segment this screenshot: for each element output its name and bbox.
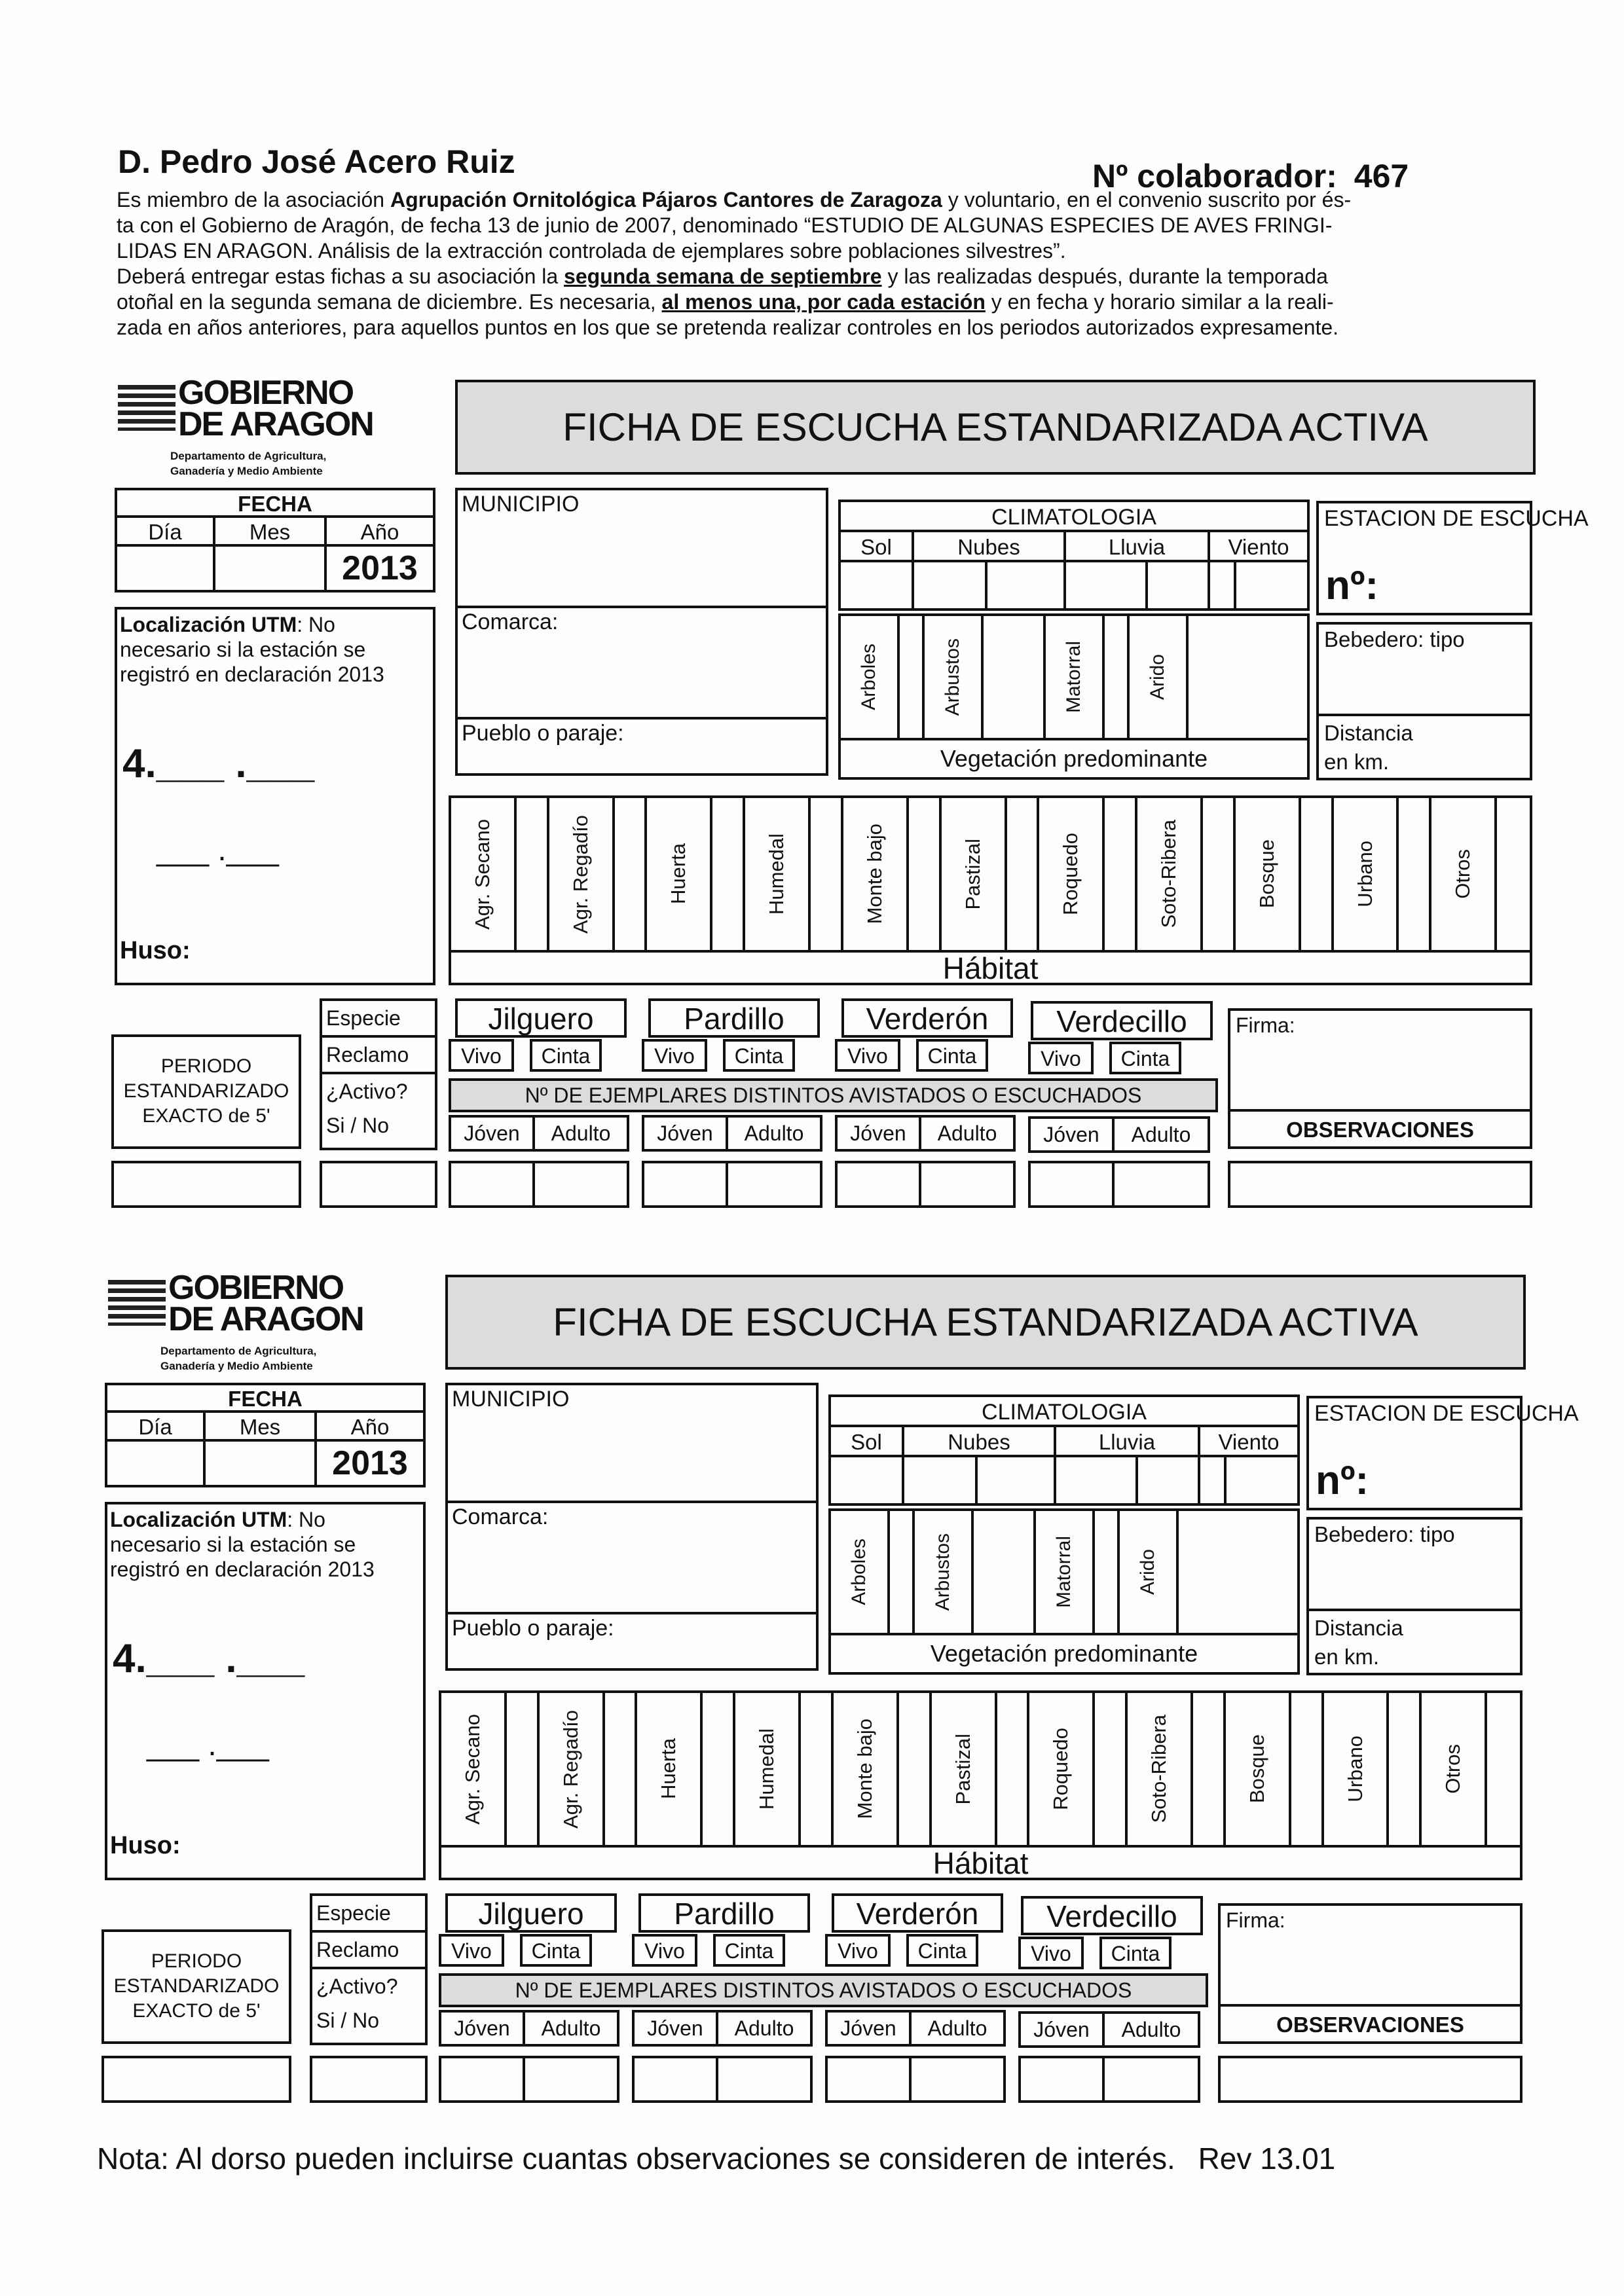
station-box — [1316, 501, 1589, 615]
pardillo-live-option[interactable]: Vivo — [632, 1934, 697, 1967]
day-field[interactable] — [107, 1442, 206, 1485]
verdecillo-live-option[interactable]: Vivo — [1028, 1042, 1094, 1074]
municipality-label: MUNICIPIO — [452, 1387, 570, 1412]
yes-no-label: Si / No — [316, 2009, 380, 2032]
verderon-adult-label: Adulto — [919, 1115, 1016, 1152]
climate-wind-label: Viento — [1210, 532, 1307, 562]
vegetation-scrub-label: Matorral — [1053, 1535, 1075, 1609]
lure-entry-field[interactable] — [310, 2056, 428, 2103]
utm-coordinate-x-field[interactable]: 4.___ .___ — [122, 741, 315, 786]
climate-rain-label: Lluvia — [1056, 1427, 1200, 1457]
verdecillo-adult-field[interactable] — [1102, 2056, 1200, 2103]
comarca-label: Comarca: — [462, 610, 559, 634]
specimen-count-banner: Nº DE EJEMPLARES DISTINTOS AVISTADOS O ESCUCHADOS — [439, 1973, 1208, 2007]
pardillo-young-field[interactable] — [632, 2056, 718, 2103]
vegetation-trees[interactable] — [831, 1511, 890, 1633]
drinker-type-field[interactable] — [1309, 1520, 1520, 1611]
verdecillo-young-label: Jóven — [1028, 1116, 1115, 1153]
species-verdecillo — [1028, 998, 1218, 1150]
vegetation-shrubs[interactable] — [915, 1511, 974, 1633]
vegetation-shrubs-check[interactable] — [984, 616, 1046, 738]
date-box — [115, 488, 435, 592]
signature-field[interactable] — [1228, 1008, 1532, 1149]
period-box — [111, 1034, 301, 1149]
habitat-label: Hábitat — [441, 1845, 1520, 1878]
jilguero-young-label: Jóven — [449, 1115, 535, 1152]
intro-text-4a: Deberá entregar estas fichas a su asociación la — [117, 264, 564, 288]
species-verderon — [825, 1893, 1008, 2045]
collaborator-name: D. Pedro José Acero Ruiz — [118, 143, 515, 180]
climate-wind-check[interactable] — [1234, 562, 1307, 608]
verderon-live-option[interactable]: Vivo — [835, 1039, 900, 1072]
pardillo-adult-label: Adulto — [716, 2010, 813, 2047]
logo-subtitle-2: Ganadería y Medio Ambiente — [160, 1360, 313, 1372]
habitat-urban[interactable] — [1334, 798, 1432, 950]
climate-box — [838, 500, 1310, 611]
climate-sun-label: Sol — [831, 1427, 904, 1457]
period-label-2: ESTANDARIZADO — [113, 1975, 280, 1997]
habitat-forest[interactable] — [1236, 798, 1334, 950]
distance-unit-label: en km. — [1324, 750, 1390, 774]
intro-text-2: ta con el Gobierno de Aragón, de fecha 13 de junio de 2007, denominado “ESTUDIO DE ALGUNAS ESPECIES DE AVES FRINGI- — [117, 213, 1333, 237]
utm-note-3: registró en declaración 2013 — [110, 1558, 375, 1581]
verderon-adult-label: Adulto — [909, 2010, 1006, 2047]
habitat-scrubland[interactable] — [834, 1693, 932, 1845]
vegetation-box — [838, 613, 1310, 780]
intro-text-4c: y las realizadas después, durante la temporada — [881, 264, 1328, 288]
revision-label: Rev 13.01 — [1198, 2141, 1336, 2176]
verderon-young-label: Jóven — [825, 2010, 912, 2047]
intro-text-5c: y en fecha y horario similar a la reali- — [985, 290, 1334, 314]
habitat-grassland-label: Pastizal — [951, 1733, 974, 1805]
period-entry-field[interactable] — [111, 1161, 301, 1208]
verdecillo-young-label: Jóven — [1018, 2011, 1105, 2048]
habitat-rocky-label: Roquedo — [1049, 1728, 1073, 1810]
verderon-young-field[interactable] — [835, 1161, 921, 1208]
place-field[interactable] — [448, 1614, 816, 1668]
observations-label: OBSERVACIONES — [1230, 1109, 1530, 1146]
vegetation-label: Vegetación predominante — [831, 1633, 1297, 1672]
verderon-tape-option[interactable]: Cinta — [906, 1934, 978, 1967]
utm-note-2: necesario si la estación se — [120, 638, 366, 661]
distance-field[interactable] — [1319, 716, 1530, 778]
verdecillo-young-field[interactable] — [1018, 2056, 1105, 2103]
climate-sun-check[interactable] — [870, 1457, 904, 1503]
utm-box — [105, 1502, 426, 1880]
jilguero-live-option[interactable]: Vivo — [449, 1039, 514, 1072]
date-label: FECHA — [107, 1385, 423, 1413]
vegetation-label: Vegetación predominante — [841, 738, 1307, 777]
utm-title-rest: : No — [297, 613, 335, 636]
verderon-young-label: Jóven — [835, 1115, 921, 1152]
species-header-box — [320, 998, 437, 1150]
intro-text-6: zada en años anteriores, para aquellos puntos en los que se pretenda realizar controles en los periodos autorizados expresamente. — [117, 316, 1339, 339]
huso-label[interactable]: Huso: — [120, 937, 191, 964]
species-verderon-label: Verderón — [832, 1893, 1003, 1933]
habitat-wetland-label: Humedal — [755, 1728, 779, 1810]
active-label: ¿Activo? — [316, 1975, 398, 1998]
habitat-forest-label: Bosque — [1245, 1734, 1268, 1804]
habitat-irrigated-label: Agr. Regadío — [568, 814, 592, 934]
species-jilguero-label: Jilguero — [445, 1893, 617, 1933]
pardillo-live-option[interactable]: Vivo — [642, 1039, 707, 1072]
logo-line-1: GOBIERNO — [168, 1269, 344, 1307]
habitat-grassland-label: Pastizal — [961, 838, 984, 910]
distance-unit-label: en km. — [1314, 1645, 1380, 1669]
climate-rain-label: Lluvia — [1066, 532, 1210, 562]
habitat-grid — [441, 1693, 1520, 1845]
verdecillo-young-field[interactable] — [1028, 1161, 1115, 1208]
vegetation-trees-check[interactable] — [890, 1511, 915, 1633]
distance-label: Distancia — [1314, 1616, 1403, 1640]
vegetation-arid-check[interactable] — [1189, 616, 1307, 738]
logo-stripes-icon — [118, 385, 175, 431]
species-jilguero — [439, 1893, 622, 2045]
habitat-label: Hábitat — [451, 950, 1530, 983]
habitat-box — [449, 795, 1532, 985]
logo-line-2: DE ARAGON — [178, 405, 373, 443]
habitat-dry-farming[interactable] — [451, 798, 549, 950]
habitat-dry-farming-label: Agr. Secano — [460, 1713, 484, 1825]
pardillo-adult-field[interactable] — [716, 2056, 813, 2103]
comarca-field[interactable] — [448, 1503, 816, 1614]
jilguero-tape-option[interactable]: Cinta — [530, 1039, 602, 1072]
period-label-3: EXACTO de 5' — [132, 2000, 261, 2022]
logo-stripes-icon — [108, 1280, 166, 1326]
species-verdecillo — [1018, 1893, 1208, 2045]
drinker-type-label: Bebedero: tipo — [1314, 1522, 1455, 1546]
year-label: Año — [327, 518, 433, 547]
huso-label[interactable]: Huso: — [110, 1832, 181, 1859]
intro-text-5a: otoñal en la segunda semana de diciembre. Es necesaria, — [117, 290, 662, 314]
habitat-other-label: Otros — [1451, 849, 1475, 899]
verdecillo-adult-label: Adulto — [1112, 1116, 1210, 1153]
period-box — [101, 1929, 291, 2044]
habitat-riverbank[interactable] — [1137, 798, 1236, 950]
intro-requirement: al menos una, por cada estación — [661, 290, 986, 314]
station-label: ESTACION DE ESCUCHA — [1314, 1401, 1579, 1426]
vegetation-shrubs-check[interactable] — [974, 1511, 1036, 1633]
verderon-adult-field[interactable] — [919, 1161, 1016, 1208]
habitat-scrubland-label: Monte bajo — [853, 1719, 876, 1819]
vegetation-trees[interactable] — [841, 616, 900, 738]
pardillo-tape-option[interactable]: Cinta — [713, 1934, 785, 1967]
habitat-other-label: Otros — [1441, 1744, 1465, 1794]
year-label: Año — [317, 1413, 423, 1442]
logo-subtitle-2: Ganadería y Medio Ambiente — [170, 465, 323, 477]
vegetation-box — [828, 1508, 1300, 1675]
date-box — [105, 1383, 426, 1487]
species-verderon-label: Verderón — [841, 998, 1013, 1038]
climate-clouds-check[interactable] — [975, 1457, 1056, 1503]
utm-box — [115, 607, 435, 985]
verdecillo-tape-option[interactable]: Cinta — [1109, 1042, 1181, 1074]
date-label: FECHA — [117, 490, 433, 518]
vegetation-scrub-check[interactable] — [1105, 616, 1130, 738]
intro-deadline: segunda semana de septiembre — [564, 264, 882, 288]
climate-label: CLIMATOLOGIA — [831, 1397, 1297, 1427]
habitat-orchard[interactable] — [637, 1693, 735, 1845]
intro-text-1c: y voluntario, en el convenio suscrito por és- — [942, 188, 1352, 211]
utm-note-2: necesario si la estación se — [110, 1533, 356, 1556]
jilguero-live-option[interactable]: Vivo — [439, 1934, 504, 1967]
pardillo-tape-option[interactable]: Cinta — [723, 1039, 795, 1072]
station-box — [1306, 1396, 1579, 1510]
specimen-count-banner: Nº DE EJEMPLARES DISTINTOS AVISTADOS O ESCUCHADOS — [449, 1078, 1218, 1112]
species-pardillo-label: Pardillo — [638, 1893, 810, 1933]
collaborator-number: 467 — [1354, 158, 1409, 194]
climate-rain-check[interactable] — [1135, 1457, 1200, 1503]
habitat-grassland[interactable] — [942, 798, 1040, 950]
drinker-type-field[interactable] — [1319, 625, 1530, 716]
period-label-2: ESTANDARIZADO — [123, 1080, 289, 1102]
species-label: Especie — [312, 1896, 425, 1933]
climate-sun-check[interactable] — [880, 562, 914, 608]
jilguero-young-field[interactable] — [449, 1161, 535, 1208]
species-label: Especie — [322, 1001, 435, 1038]
verdecillo-adult-field[interactable] — [1112, 1161, 1210, 1208]
signature-field[interactable] — [1218, 1903, 1522, 2044]
vegetation-scrub[interactable] — [1036, 1511, 1095, 1633]
climate-clouds-label: Nubes — [904, 1427, 1056, 1457]
jilguero-adult-field[interactable] — [523, 2056, 619, 2103]
place-label: Pueblo o paraje: — [462, 721, 624, 746]
footer-note-text: Nota: Al dorso pueden incluirse cuantas observaciones se consideren de interés. — [97, 2141, 1175, 2176]
verderon-young-field[interactable] — [825, 2056, 912, 2103]
month-field[interactable] — [206, 1442, 317, 1485]
logo-line-2: DE ARAGON — [168, 1300, 363, 1338]
species-jilguero — [449, 998, 632, 1150]
habitat-riverbank-label: Soto-Ribera — [1147, 1715, 1171, 1823]
footer-note — [97, 2141, 1335, 2176]
climate-wind-check[interactable] — [1224, 1457, 1297, 1503]
location-box — [445, 1383, 819, 1671]
location-box — [455, 488, 828, 776]
habitat-urban-label: Urbano — [1353, 841, 1376, 907]
climate-sun-label: Sol — [841, 532, 914, 562]
pardillo-adult-label: Adulto — [726, 1115, 822, 1152]
drinker-box — [1306, 1517, 1522, 1675]
habitat-rocky[interactable] — [1039, 798, 1137, 950]
period-label-1: PERIODO — [151, 1950, 242, 1972]
habitat-wetland[interactable] — [745, 798, 843, 950]
verdecillo-adult-label: Adulto — [1102, 2011, 1200, 2048]
comarca-field[interactable] — [458, 608, 826, 720]
jilguero-young-label: Jóven — [439, 2010, 525, 2047]
lure-label: Reclamo — [312, 1933, 425, 1969]
vegetation-scrub-label: Matorral — [1063, 640, 1084, 714]
utm-label — [110, 1507, 375, 1582]
jilguero-tape-option[interactable]: Cinta — [520, 1934, 592, 1967]
municipality-label: MUNICIPIO — [462, 492, 580, 517]
habitat-orchard-label: Huerta — [657, 1738, 680, 1800]
observations-field[interactable] — [1218, 2056, 1522, 2103]
vegetation-trees-label: Arboles — [848, 1539, 870, 1605]
vegetation-arid-label: Arido — [1147, 653, 1168, 701]
habitat-grid — [451, 798, 1530, 950]
utm-title: Localización UTM — [120, 613, 297, 636]
verderon-tape-option[interactable]: Cinta — [916, 1039, 988, 1072]
intro-text-3: LIDAS EN ARAGON. Análisis de la extracción controlada de ejemplares sobre poblaciones silvestres”. — [117, 239, 1066, 263]
period-label-3: EXACTO de 5' — [142, 1105, 270, 1127]
utm-note-3: registró en declaración 2013 — [120, 663, 384, 686]
habitat-scrubland[interactable] — [843, 798, 942, 950]
pardillo-young-label: Jóven — [632, 2010, 718, 2047]
verderon-adult-field[interactable] — [909, 2056, 1006, 2103]
day-label: Día — [107, 1413, 206, 1442]
jilguero-young-field[interactable] — [439, 2056, 525, 2103]
station-number-field[interactable]: nº: — [1325, 563, 1379, 608]
climate-clouds-check[interactable] — [985, 562, 1066, 608]
intro-text — [117, 187, 1524, 340]
habitat-other[interactable] — [1422, 1693, 1520, 1845]
vegetation-arid-label: Arido — [1137, 1548, 1158, 1595]
habitat-riverbank[interactable] — [1128, 1693, 1226, 1845]
vegetation-arid[interactable] — [1120, 1511, 1179, 1633]
place-field[interactable] — [458, 720, 826, 773]
collaborator-number-caption: Nº colaborador: — [1092, 158, 1337, 194]
place-label: Pueblo o paraje: — [452, 1616, 614, 1641]
drinker-type-label: Bebedero: tipo — [1324, 627, 1465, 651]
government-logo — [108, 1268, 396, 1379]
active-label: ¿Activo? — [326, 1080, 408, 1103]
habitat-orchard-label: Huerta — [667, 843, 690, 905]
listening-form-2 — [101, 1265, 1579, 2109]
vegetation-scrub[interactable] — [1046, 616, 1105, 738]
station-number-field[interactable]: nº: — [1316, 1458, 1369, 1503]
habitat-wetland[interactable] — [735, 1693, 834, 1845]
pardillo-young-label: Jóven — [642, 1115, 728, 1152]
species-pardillo — [642, 998, 825, 1150]
species-header-box — [310, 1893, 428, 2045]
species-pardillo — [632, 1893, 815, 2045]
distance-label: Distancia — [1324, 721, 1413, 745]
month-label: Mes — [206, 1413, 317, 1442]
municipality-field[interactable] — [458, 490, 826, 608]
vegetation-shrubs-label: Arbustos — [942, 638, 963, 716]
utm-label — [120, 612, 384, 687]
habitat-box — [439, 1690, 1522, 1880]
utm-title: Localización UTM — [110, 1508, 287, 1531]
distance-field[interactable] — [1309, 1611, 1520, 1673]
species-verdecillo-label: Verdecillo — [1031, 1001, 1213, 1040]
vegetation-shrubs-label: Arbustos — [932, 1533, 953, 1611]
habitat-irrigated-label: Agr. Regadío — [559, 1709, 582, 1829]
habitat-forest-label: Bosque — [1255, 839, 1278, 909]
signature-label: Firma: — [1236, 1013, 1295, 1037]
listening-form-1 — [111, 370, 1589, 1214]
verdecillo-tape-option[interactable]: Cinta — [1099, 1937, 1172, 1969]
municipality-field[interactable] — [448, 1385, 816, 1503]
habitat-grassland[interactable] — [932, 1693, 1030, 1845]
signature-label: Firma: — [1226, 1908, 1285, 1932]
year-field[interactable]: 2013 — [342, 549, 418, 587]
habitat-dry-farming-label: Agr. Secano — [470, 818, 494, 930]
year-field[interactable]: 2013 — [332, 1444, 408, 1482]
habitat-urban-label: Urbano — [1343, 1736, 1367, 1802]
habitat-rocky[interactable] — [1029, 1693, 1128, 1845]
climate-label: CLIMATOLOGIA — [841, 502, 1307, 532]
day-field[interactable] — [117, 547, 215, 590]
logo-subtitle-1: Departamento de Agricultura, — [160, 1345, 317, 1357]
month-label: Mes — [215, 518, 327, 547]
vegetation-shrubs[interactable] — [925, 616, 984, 738]
form-title: FICHA DE ESCUCHA ESTANDARIZADA ACTIVA — [455, 380, 1536, 475]
habitat-irrigated[interactable] — [549, 798, 648, 950]
pardillo-adult-field[interactable] — [726, 1161, 822, 1208]
habitat-wetland-label: Humedal — [765, 833, 788, 915]
observations-field[interactable] — [1228, 1161, 1532, 1208]
vegetation-arid-check[interactable] — [1179, 1511, 1297, 1633]
lure-entry-field[interactable] — [320, 1161, 437, 1208]
drinker-box — [1316, 622, 1532, 780]
pardillo-young-field[interactable] — [642, 1161, 728, 1208]
jilguero-adult-label: Adulto — [523, 2010, 619, 2047]
observations-label: OBSERVACIONES — [1221, 2004, 1520, 2041]
habitat-irrigated[interactable] — [540, 1693, 638, 1845]
species-jilguero-label: Jilguero — [455, 998, 627, 1038]
verderon-live-option[interactable]: Vivo — [825, 1934, 891, 1967]
comarca-label: Comarca: — [452, 1504, 549, 1529]
habitat-urban[interactable] — [1324, 1693, 1422, 1845]
vegetation-trees-label: Arboles — [858, 644, 879, 710]
habitat-scrubland-label: Monte bajo — [862, 824, 886, 924]
yes-no-label: Si / No — [326, 1114, 390, 1137]
habitat-other[interactable] — [1431, 798, 1530, 950]
species-verderon — [835, 998, 1018, 1150]
utm-coordinate-y-field[interactable]: ___ .___ — [147, 1728, 269, 1762]
utm-coordinate-x-field[interactable]: 4.___ .___ — [113, 1636, 305, 1681]
period-entry-field[interactable] — [101, 2056, 291, 2103]
habitat-riverbank-label: Soto-Ribera — [1157, 820, 1181, 928]
habitat-forest[interactable] — [1226, 1693, 1324, 1845]
form-title: FICHA DE ESCUCHA ESTANDARIZADA ACTIVA — [445, 1275, 1526, 1370]
period-label-1: PERIODO — [160, 1055, 252, 1077]
habitat-rocky-label: Roquedo — [1059, 833, 1082, 915]
habitat-dry-farming[interactable] — [441, 1693, 540, 1845]
vegetation-trees-check[interactable] — [900, 616, 925, 738]
utm-title-rest: : No — [287, 1508, 325, 1531]
jilguero-adult-label: Adulto — [532, 1115, 629, 1152]
lure-label: Reclamo — [322, 1038, 435, 1074]
vegetation-arid[interactable] — [1130, 616, 1189, 738]
climate-wind-label: Viento — [1200, 1427, 1297, 1457]
intro-text-1a: Es miembro de la asociación — [117, 188, 390, 211]
climate-box — [828, 1394, 1300, 1506]
species-pardillo-label: Pardillo — [648, 998, 820, 1038]
jilguero-adult-field[interactable] — [532, 1161, 629, 1208]
verdecillo-live-option[interactable]: Vivo — [1018, 1937, 1084, 1969]
day-label: Día — [117, 518, 215, 547]
logo-line-1: GOBIERNO — [178, 374, 354, 412]
species-verdecillo-label: Verdecillo — [1021, 1896, 1203, 1935]
habitat-orchard[interactable] — [647, 798, 745, 950]
station-label: ESTACION DE ESCUCHA — [1324, 506, 1589, 531]
government-logo — [118, 373, 406, 484]
intro-association: Agrupación Ornitológica Pájaros Cantores de Zaragoza — [390, 188, 942, 211]
vegetation-scrub-check[interactable] — [1095, 1511, 1120, 1633]
month-field[interactable] — [215, 547, 327, 590]
logo-subtitle-1: Departamento de Agricultura, — [170, 450, 327, 462]
climate-rain-check[interactable] — [1145, 562, 1210, 608]
climate-clouds-label: Nubes — [914, 532, 1066, 562]
utm-coordinate-y-field[interactable]: ___ .___ — [157, 833, 279, 867]
